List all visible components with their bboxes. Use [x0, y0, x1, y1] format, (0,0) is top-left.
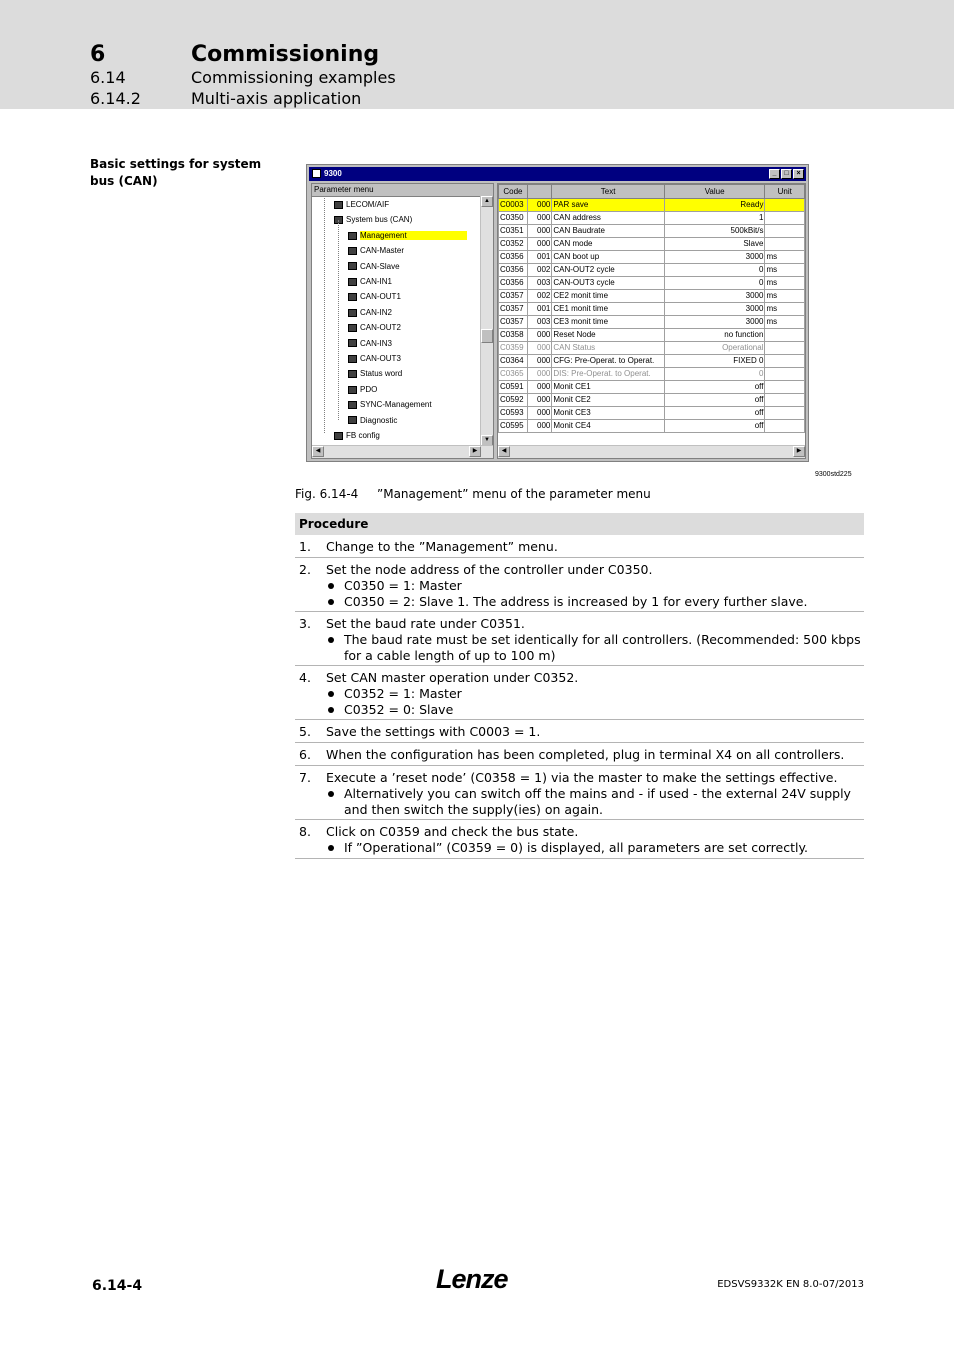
step-bullets: [295, 786, 864, 817]
tree-item[interactable]: [348, 337, 392, 350]
scroll-right-icon[interactable]: ▶: [469, 446, 481, 457]
scroll-thumb[interactable]: [481, 329, 493, 343]
page-number: 6.14-4: [92, 1278, 143, 1294]
cell-code: C0356: [499, 277, 528, 290]
cell-sub: 000: [527, 212, 552, 225]
subsection-number: 6.14.2: [90, 89, 141, 108]
cell-code: C0595: [499, 420, 528, 433]
cell-value: 0: [664, 264, 765, 277]
cell-sub: 000: [527, 394, 552, 407]
cell-text: CAN-OUT3 cycle: [552, 277, 664, 290]
procedure-steps: [295, 535, 864, 859]
cell-sub: 000: [527, 407, 552, 420]
figure-caption: [295, 487, 651, 501]
cell-value: off: [664, 381, 765, 394]
cell-unit: ms: [765, 264, 805, 277]
figure-id: 9300std225: [815, 471, 852, 478]
folder-icon: [348, 324, 357, 332]
cell-code: C0356: [499, 264, 528, 277]
bullet-item: [326, 840, 864, 856]
cell-sub: 000: [527, 238, 552, 251]
cell-unit: [765, 212, 805, 225]
step-text: When the configuration has been completed, plug in terminal X4 on all controllers.: [326, 747, 845, 762]
folder-icon: [348, 370, 357, 378]
bullet-text: The baud rate must be set identically for all controllers. (Recommended: 500 kbps for a cable length of up to 100 m): [344, 632, 861, 663]
table-row[interactable]: [499, 225, 805, 238]
step-number: 2.: [299, 562, 311, 577]
tree-item[interactable]: [348, 383, 377, 396]
table-row[interactable]: [499, 368, 805, 381]
grid-scroll-right-icon[interactable]: ▶: [793, 446, 805, 457]
sidebar-heading: Basic settings for system bus (CAN): [90, 157, 262, 188]
step-text: Set CAN master operation under C0352.: [326, 670, 579, 685]
cell-text: Reset Node: [552, 329, 664, 342]
cell-text: DIS: Pre-Operat. to Operat.: [552, 368, 664, 381]
table-row[interactable]: [499, 251, 805, 264]
tree-item-label: CAN-Master: [360, 246, 405, 256]
cell-unit: [765, 394, 805, 407]
cell-unit: [765, 368, 805, 381]
col-value[interactable]: Value: [664, 185, 765, 199]
table-row[interactable]: [499, 290, 805, 303]
cell-code: C0364: [499, 355, 528, 368]
cell-unit: [765, 342, 805, 355]
cell-unit: ms: [765, 251, 805, 264]
step-number: 5.: [299, 724, 311, 739]
folder-icon: [348, 309, 357, 317]
folder-icon: [348, 278, 357, 286]
step-number: 6.: [299, 747, 311, 762]
cell-value: off: [664, 407, 765, 420]
cell-code: C0352: [499, 238, 528, 251]
tree-item[interactable]: [348, 275, 392, 288]
minimize-icon[interactable]: _: [769, 169, 780, 179]
grid-horizontal-scrollbar[interactable]: [498, 445, 805, 458]
window-titlebar: [309, 167, 806, 181]
cell-code: C0356: [499, 251, 528, 264]
cell-sub: 003: [527, 277, 552, 290]
table-row[interactable]: [499, 199, 805, 212]
tree-item-label: CAN-OUT1: [360, 292, 401, 302]
bullet-icon: [328, 707, 334, 713]
cell-code: C0350: [499, 212, 528, 225]
table-row[interactable]: [499, 342, 805, 355]
cell-code: C0358: [499, 329, 528, 342]
tree-horizontal-scrollbar[interactable]: [312, 445, 493, 458]
section-number: 6.14: [90, 68, 126, 87]
step-bullets: [295, 632, 864, 663]
cell-unit: ms: [765, 277, 805, 290]
tree-item[interactable]: [348, 260, 400, 273]
table-row[interactable]: [499, 316, 805, 329]
table-row[interactable]: [499, 407, 805, 420]
page-header: [0, 0, 954, 109]
step-text: Set the baud rate under C0351.: [326, 616, 525, 631]
procedure-step: [295, 535, 864, 558]
col-unit[interactable]: Unit: [765, 185, 805, 199]
bullet-item: [326, 686, 864, 702]
tree-item-label: Status word: [360, 369, 403, 379]
folder-icon: [348, 232, 357, 240]
table-row[interactable]: [499, 264, 805, 277]
step-text: Save the settings with C0003 = 1.: [326, 724, 541, 739]
cell-text: Monit CE4: [552, 420, 664, 433]
tree-item-label: Diagnostic: [360, 415, 398, 425]
step-number: 1.: [299, 539, 311, 554]
bullet-item: [326, 578, 864, 594]
tree-item-label: FB config: [346, 431, 380, 440]
cell-text: PAR save: [552, 199, 664, 212]
bullet-item: [326, 702, 864, 718]
cell-code: C0357: [499, 290, 528, 303]
cell-sub: 000: [527, 368, 552, 381]
cell-sub: 001: [527, 303, 552, 316]
cell-value: 0: [664, 368, 765, 381]
parameter-tree: [311, 183, 494, 459]
app-icon: [312, 169, 321, 178]
procedure-step: [295, 766, 864, 820]
cell-code: C0359: [499, 342, 528, 355]
tree-item[interactable]: [348, 229, 467, 242]
table-row[interactable]: [499, 212, 805, 225]
document-id: EDSVS9332K EN 8.0-07/2013: [717, 1279, 864, 1290]
cell-code: C0351: [499, 225, 528, 238]
tree-item[interactable]: [348, 321, 401, 334]
cell-value: off: [664, 394, 765, 407]
step-text: Set the node address of the controller under C0350.: [326, 562, 653, 577]
col-text[interactable]: Text: [552, 185, 664, 199]
folder-icon: [348, 416, 357, 424]
table-row[interactable]: [499, 394, 805, 407]
cell-unit: [765, 355, 805, 368]
tree-item[interactable]: [348, 367, 402, 380]
tree-item-label: SYNC-Management: [360, 400, 432, 410]
cell-sub: 000: [527, 199, 552, 212]
tree-item-label: CAN-Slave: [360, 261, 400, 271]
bullet-text: C0352 = 0: Slave: [344, 701, 454, 717]
cell-sub: 000: [527, 381, 552, 394]
tree-item[interactable]: [348, 352, 401, 365]
bullet-item: [326, 594, 864, 610]
cell-value: 0: [664, 277, 765, 290]
cell-unit: ms: [765, 303, 805, 316]
folder-icon: [334, 201, 343, 209]
bullet-icon: [328, 791, 334, 797]
cell-text: Monit CE1: [552, 381, 664, 394]
cell-text: CFG: Pre-Operat. to Operat.: [552, 355, 664, 368]
procedure-step: [295, 612, 864, 666]
cell-value: 1: [664, 212, 765, 225]
bullet-item: [326, 786, 864, 817]
cell-value: 3000: [664, 251, 765, 264]
tree-connector: [338, 220, 339, 420]
cell-text: CE3 monit time: [552, 316, 664, 329]
cell-text: CE1 monit time: [552, 303, 664, 316]
cell-code: C0357: [499, 316, 528, 329]
bullet-icon: [328, 583, 334, 589]
cell-unit: [765, 238, 805, 251]
tree-item-label: CAN-IN3: [360, 338, 393, 348]
cell-code: C0592: [499, 394, 528, 407]
cell-value: FIXED 0: [664, 355, 765, 368]
folder-icon: [348, 401, 357, 409]
folder-icon: [348, 262, 357, 270]
scroll-up-icon[interactable]: ▲: [481, 196, 493, 207]
tree-item-label: System bus (CAN): [346, 215, 413, 225]
cell-unit: [765, 199, 805, 212]
tree-header: Parameter menu: [312, 184, 493, 197]
cell-value: 3000: [664, 303, 765, 316]
cell-sub: 000: [527, 342, 552, 355]
cell-sub: 000: [527, 355, 552, 368]
cell-value: 500kBit/s: [664, 225, 765, 238]
cell-sub: 002: [527, 264, 552, 277]
cell-text: CAN mode: [552, 238, 664, 251]
procedure-step: [295, 558, 864, 612]
cell-text: Monit CE2: [552, 394, 664, 407]
tree-item-label: Management: [360, 231, 467, 240]
col-code[interactable]: Code: [499, 185, 528, 199]
cell-sub: 000: [527, 420, 552, 433]
cell-code: C0593: [499, 407, 528, 420]
cell-text: CE2 monit time: [552, 290, 664, 303]
cell-text: CAN address: [552, 212, 664, 225]
table-row[interactable]: [499, 303, 805, 316]
bullet-text: C0350 = 2: Slave 1. The address is increased by 1 for every further slave.: [344, 593, 808, 609]
cell-value: no function: [664, 329, 765, 342]
cell-sub: 000: [527, 225, 552, 238]
lenze-logo: Lenze: [436, 1264, 508, 1294]
tree-item-label: CAN-OUT3: [360, 354, 401, 363]
cell-text: CAN-OUT2 cycle: [552, 264, 664, 277]
col-subcode[interactable]: [527, 185, 552, 199]
tree-item-label: CAN-IN1: [360, 277, 393, 286]
cell-unit: [765, 329, 805, 342]
step-text: Execute a ’reset node’ (C0358 = 1) via the master to make the settings effective.: [326, 770, 838, 785]
parameter-menu-window: [306, 164, 809, 462]
cell-unit: ms: [765, 316, 805, 329]
tree-item[interactable]: [334, 198, 389, 211]
bullet-item: [326, 632, 864, 663]
cell-text: CAN Baudrate: [552, 225, 664, 238]
folder-icon: [334, 432, 343, 440]
cell-value: Ready: [664, 199, 765, 212]
bullet-text: Alternatively you can switch off the mains and - if used - the external 24V supply and then switch the supply(ies) on again.: [344, 786, 851, 817]
cell-text: Monit CE3: [552, 407, 664, 420]
parameter-grid: [497, 183, 806, 459]
tree-vertical-scrollbar[interactable]: [480, 196, 493, 446]
step-number: 3.: [299, 616, 311, 631]
bullet-icon: [328, 691, 334, 697]
close-icon[interactable]: ×: [793, 169, 804, 179]
table-row[interactable]: [499, 277, 805, 290]
table-row[interactable]: [499, 355, 805, 368]
chapter-number: 6: [90, 42, 106, 67]
section-title: Commissioning examples: [191, 68, 396, 87]
step-bullets: [295, 686, 864, 717]
bullet-icon: [328, 637, 334, 643]
step-bullets: [295, 840, 864, 856]
tree-item[interactable]: [334, 429, 380, 442]
cell-value: Slave: [664, 238, 765, 251]
cell-code: C0365: [499, 368, 528, 381]
bullet-icon: [328, 845, 334, 851]
tree-item[interactable]: [348, 306, 392, 319]
tree-item[interactable]: [348, 244, 404, 257]
tree-item[interactable]: [348, 414, 397, 427]
tree-connector: [324, 198, 325, 433]
table-row[interactable]: [499, 381, 805, 394]
procedure-heading: Procedure: [295, 513, 864, 535]
cell-code: C0357: [499, 303, 528, 316]
folder-icon: [348, 386, 357, 394]
tree-item-label: CAN-IN2: [360, 307, 393, 317]
bullet-text: C0352 = 1: Master: [344, 686, 462, 701]
caption-number: Fig. 6.14-4: [295, 487, 359, 501]
step-number: 7.: [299, 770, 311, 785]
procedure-table: [295, 513, 864, 859]
cell-unit: [765, 420, 805, 433]
scroll-left-icon[interactable]: ◀: [312, 446, 324, 457]
step-number: 4.: [299, 670, 311, 685]
folder-icon: [348, 355, 357, 363]
table-row[interactable]: [499, 238, 805, 251]
folder-icon: [348, 293, 357, 301]
cell-value: off: [664, 420, 765, 433]
table-row[interactable]: [499, 420, 805, 433]
cell-sub: 000: [527, 329, 552, 342]
step-bullets: [295, 578, 864, 609]
caption-text: ”Management” menu of the parameter menu: [377, 487, 651, 501]
folder-icon: [348, 339, 357, 347]
cell-code: C0591: [499, 381, 528, 394]
bullet-text: If ”Operational” (C0359 = 0) is displayed, all parameters are set correctly.: [344, 840, 809, 855]
tree-item-label: CAN-OUT2: [360, 323, 401, 333]
step-number: 8.: [299, 824, 311, 839]
bullet-icon: [328, 599, 334, 605]
step-text: Click on C0359 and check the bus state.: [326, 824, 579, 839]
tree-item-label: LECOM/AIF: [346, 200, 390, 209]
cell-value: Operational: [664, 342, 765, 355]
cell-sub: 002: [527, 290, 552, 303]
bullet-text: C0350 = 1: Master: [344, 578, 462, 593]
procedure-step: [295, 666, 864, 720]
scroll-down-icon[interactable]: ▼: [481, 435, 493, 446]
cell-sub: 001: [527, 251, 552, 264]
cell-value: 3000: [664, 290, 765, 303]
procedure-step: [295, 720, 864, 743]
folder-icon: [348, 247, 357, 255]
grid-scroll-left-icon[interactable]: ◀: [498, 446, 510, 457]
chapter-title: Commissioning: [191, 42, 380, 67]
procedure-step: [295, 743, 864, 766]
cell-unit: ms: [765, 290, 805, 303]
subsection-title: Multi-axis application: [191, 89, 362, 108]
tree-item-label: PDO: [360, 384, 378, 394]
table-row[interactable]: [499, 329, 805, 342]
maximize-icon[interactable]: □: [781, 169, 792, 179]
tree-item[interactable]: [348, 398, 432, 411]
cell-unit: [765, 407, 805, 420]
tree-item[interactable]: [334, 213, 412, 226]
procedure-step: [295, 820, 864, 859]
cell-value: 3000: [664, 316, 765, 329]
cell-unit: [765, 225, 805, 238]
tree-item[interactable]: [348, 290, 401, 303]
cell-text: CAN boot up: [552, 251, 664, 264]
cell-unit: [765, 381, 805, 394]
cell-sub: 003: [527, 316, 552, 329]
step-text: Change to the ”Management” menu.: [326, 539, 558, 554]
window-title: 9300: [324, 169, 342, 178]
cell-text: CAN Status: [552, 342, 664, 355]
cell-code: C0003: [499, 199, 528, 212]
